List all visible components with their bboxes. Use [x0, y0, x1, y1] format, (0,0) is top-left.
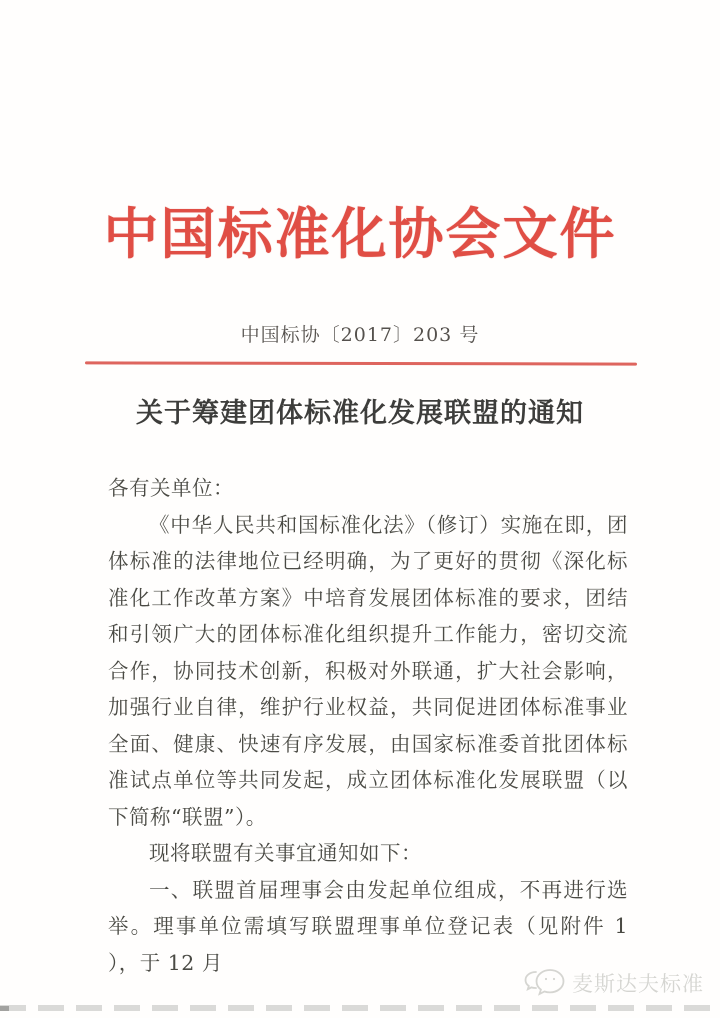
- wechat-bubbles-icon: [522, 966, 568, 1000]
- document-title: 关于筹建团体标准化发展联盟的通知: [136, 398, 584, 429]
- body-paragraph-3: 一、联盟首届理事会由发起单位组成，不再进行选举。理事单位需填写联盟理事单位登记表（见附件 1 ），于 12 月: [108, 877, 628, 975]
- salutation: 各有关单位：: [108, 476, 234, 500]
- scan-edge-artifact: [0, 1005, 720, 1011]
- document-body: [108, 470, 628, 981]
- letterhead-title: 中国标准化协会文件: [103, 201, 617, 266]
- watermark: [522, 966, 704, 1000]
- watermark-text: 麦斯达夫标准: [572, 972, 704, 996]
- red-divider-line: [85, 361, 637, 365]
- document-number: 中国标协〔2017〕203 号: [240, 324, 480, 346]
- body-paragraph-1: 《中华人民共和国标准化法》（修订）实施在即，团体标准的法律地位已经明确，为了更好的贯彻《深化标准化工作改革方案》中培育发展团体标准的要求，团结和引领广大的团体标准化组织提升工作能力，密切交流合作，协同技术创新，积极对外联通，扩大社会影响，加强行业自律，维护行业权益，共同促进团体标准事业全面、健康、快速有序发展，由国家标准委首批团体标准试点单位等共同发起，成立团体标准化发展联盟（以下简称“联盟”）。: [108, 512, 628, 829]
- body-paragraph-2: 现将联盟有关事宜通知如下：: [149, 841, 422, 865]
